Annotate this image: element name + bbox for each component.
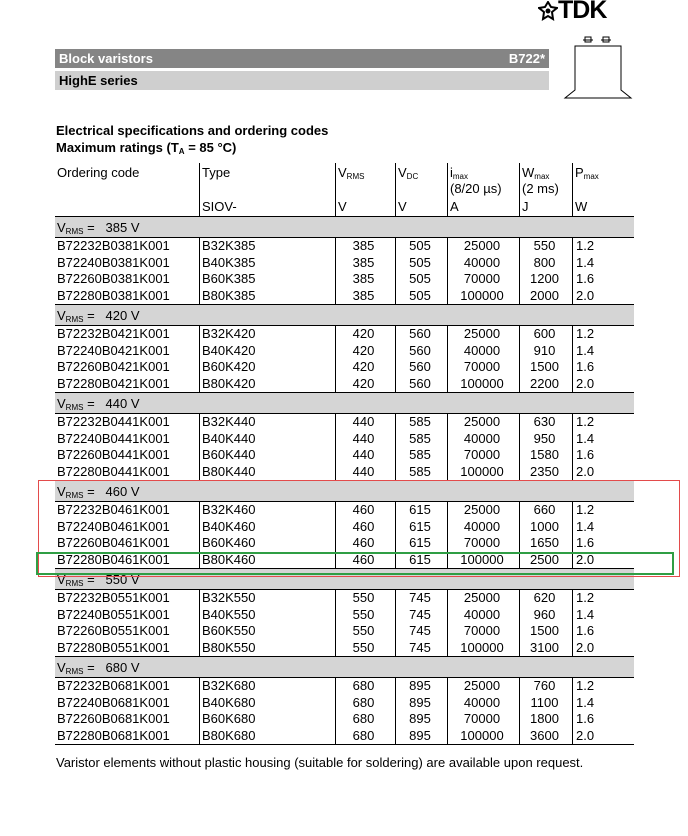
table-row: [55, 711, 634, 728]
col-ordering-code: Ordering code: [57, 165, 140, 180]
vdc-cell: 745: [409, 639, 431, 655]
type-cell: B80K680: [202, 727, 256, 743]
series-bar: [55, 71, 549, 90]
wmax-cell: 1500: [530, 359, 559, 374]
ordering-code-cell: B72240B0381K001: [57, 254, 170, 270]
pmax-cell: 1.6: [576, 623, 595, 638]
vrms-cell: 385: [352, 254, 375, 270]
ordering-code-cell: B72260B0681K001: [57, 711, 170, 726]
group-label: $V_{RMS}$ = 680 V: [57, 660, 140, 676]
imax-cell: 40000: [463, 430, 501, 446]
vdc-cell: 895: [409, 711, 431, 726]
imax-cell: 100000: [460, 727, 504, 743]
wmax-cell: 2350: [530, 463, 559, 479]
wmax-cell: 1000: [530, 518, 559, 534]
vrms-cell: 460: [352, 502, 375, 517]
type-cell: B60K680: [202, 711, 256, 726]
ordering-code-cell: B72280B0461K001: [57, 551, 170, 567]
type-cell: B60K440: [202, 447, 256, 462]
wmax-cell: 3600: [530, 727, 559, 743]
vdc-cell: 560: [409, 342, 431, 358]
vdc-cell: 745: [409, 590, 431, 605]
vrms-cell: 385: [352, 238, 375, 253]
pmax-cell: 1.4: [576, 254, 595, 270]
imax-cell: 40000: [463, 342, 501, 358]
vrms-cell: 385: [352, 287, 375, 303]
imax-cell: 40000: [463, 606, 501, 622]
table-row: [55, 678, 634, 695]
pmax-cell: 1.6: [576, 711, 595, 726]
imax-cell: 100000: [460, 463, 504, 479]
table-row: [55, 447, 634, 464]
type-cell: B60K385: [202, 271, 256, 286]
pmax-cell: 2.0: [576, 463, 595, 479]
imax-cell: 40000: [463, 694, 501, 710]
imax-cell: 25000: [463, 502, 501, 517]
vrms-cell: 460: [352, 551, 375, 567]
group-label: $V_{RMS}$ = 440 V: [57, 396, 140, 412]
pmax-cell: 1.6: [576, 447, 595, 462]
vrms-cell: 420: [352, 342, 375, 358]
type-cell: B32K680: [202, 678, 256, 693]
pmax-cell: 1.6: [576, 359, 595, 374]
pmax-cell: 1.2: [576, 326, 595, 341]
vrms-cell: 420: [352, 326, 375, 341]
ordering-code-cell: B72280B0421K001: [57, 375, 170, 391]
type-cell: B80K550: [202, 639, 256, 655]
pmax-cell: 1.2: [576, 502, 595, 517]
type-cell: B60K420: [202, 359, 256, 374]
group-label: $V_{RMS}$ = 460 V: [57, 484, 140, 500]
group-label: $V_{RMS}$ = 385 V: [57, 220, 140, 236]
ordering-code-cell: B72240B0421K001: [57, 342, 170, 358]
group-header: [55, 657, 634, 678]
ordering-code-cell: B72232B0551K001: [57, 590, 170, 605]
vdc-cell: 615: [409, 535, 431, 550]
wmax-cell: 660: [533, 502, 556, 517]
type-cell: B60K460: [202, 535, 256, 550]
vrms-cell: 385: [352, 271, 375, 286]
wmax-cell: 800: [533, 254, 556, 270]
wmax-cell: 760: [533, 678, 556, 693]
pmax-cell: 1.6: [576, 271, 595, 286]
type-cell: B80K420: [202, 375, 256, 391]
vdc-cell: 615: [409, 551, 431, 567]
pmax-cell: 2.0: [576, 287, 595, 303]
table-row: [55, 271, 634, 288]
type-cell: B80K440: [202, 463, 256, 479]
table-row: [55, 288, 634, 306]
wmax-cell: 620: [533, 590, 556, 605]
vdc-cell: 585: [409, 463, 431, 479]
vdc-cell: 505: [409, 254, 431, 270]
imax-cell: 100000: [460, 375, 504, 391]
product-bar: [55, 49, 549, 68]
vdc-cell: 895: [409, 694, 431, 710]
spec-table: [55, 163, 634, 745]
vdc-cell: 615: [409, 502, 431, 517]
group-header: [55, 305, 634, 326]
wmax-cell: 910: [533, 342, 556, 358]
ordering-code-cell: B72260B0421K001: [57, 359, 170, 374]
vrms-cell: 420: [352, 375, 375, 391]
ordering-code-cell: B72232B0681K001: [57, 678, 170, 693]
imax-cell: 70000: [463, 271, 501, 286]
imax-cell: 70000: [463, 623, 501, 638]
ordering-code-cell: B72260B0551K001: [57, 623, 170, 638]
vrms-cell: 440: [352, 447, 375, 462]
wmax-cell: 1100: [530, 694, 559, 710]
ordering-code-cell: B72260B0461K001: [57, 535, 170, 550]
type-cell: B80K460: [202, 551, 256, 567]
pmax-cell: 2.0: [576, 727, 595, 743]
pmax-cell: 1.6: [576, 535, 595, 550]
table-header: Ordering code Type SIOV- $V_{RMS}$ V $V_{DC}$ V $i_{max}$ (8/20 µs) A $W_{max}$ (2 ms) J $P_{max}$ W: [55, 163, 634, 217]
vdc-cell: 505: [409, 238, 431, 253]
type-cell: B32K550: [202, 590, 256, 605]
wmax-cell: 1580: [530, 447, 559, 462]
pmax-cell: 1.4: [576, 430, 595, 446]
table-row: [55, 414, 634, 431]
table-row: [55, 359, 634, 376]
table-row: [55, 326, 634, 343]
ordering-code-cell: B72240B0681K001: [57, 694, 170, 710]
ordering-code-cell: B72232B0421K001: [57, 326, 170, 341]
group-header: [55, 393, 634, 414]
imax-cell: 100000: [460, 639, 504, 655]
wmax-cell: 960: [533, 606, 556, 622]
vrms-cell: 550: [352, 606, 375, 622]
imax-cell: 25000: [463, 678, 501, 693]
product-title: Block varistors: [59, 51, 153, 66]
wmax-cell: 2000: [530, 287, 559, 303]
type-cell: B40K420: [202, 342, 256, 358]
footnote: Varistor elements without plastic housing (suitable for soldering) are available upon request.: [56, 755, 584, 770]
vdc-cell: 560: [409, 375, 431, 391]
section-title: Electrical specifications and ordering codes: [56, 123, 329, 138]
type-cell: B32K440: [202, 414, 256, 429]
vrms-cell: 420: [352, 359, 375, 374]
wmax-cell: 3100: [530, 639, 559, 655]
wmax-cell: 2200: [530, 375, 559, 391]
varistor-drawing-icon: [563, 34, 633, 104]
imax-cell: 25000: [463, 326, 501, 341]
vrms-cell: 680: [352, 711, 375, 726]
vrms-cell: 440: [352, 430, 375, 446]
vdc-cell: 505: [409, 271, 431, 286]
type-cell: B40K385: [202, 254, 256, 270]
group-label: $V_{RMS}$ = 550 V: [57, 572, 140, 588]
type-cell: B80K385: [202, 287, 256, 303]
vdc-cell: 560: [409, 359, 431, 374]
vdc-cell: 505: [409, 287, 431, 303]
table-row: [55, 728, 634, 746]
vdc-cell: 895: [409, 727, 431, 743]
imax-cell: 70000: [463, 535, 501, 550]
product-code: B722*: [508, 51, 545, 66]
type-cell: B40K550: [202, 606, 256, 622]
table-row: [55, 238, 634, 255]
vdc-cell: 585: [409, 430, 431, 446]
vdc-cell: 745: [409, 606, 431, 622]
ordering-code-cell: B72240B0551K001: [57, 606, 170, 622]
pmax-cell: 1.4: [576, 694, 595, 710]
type-cell: B60K550: [202, 623, 256, 638]
vrms-cell: 440: [352, 414, 375, 429]
table-row: [55, 343, 634, 360]
type-cell: B32K460: [202, 502, 256, 517]
tdk-logo: [538, 0, 634, 22]
pmax-cell: 1.2: [576, 238, 595, 253]
imax-cell: 25000: [463, 414, 501, 429]
tdk-logo-icon: [538, 1, 558, 21]
pmax-cell: 2.0: [576, 375, 595, 391]
vrms-cell: 460: [352, 535, 375, 550]
table-row: [55, 623, 634, 640]
type-cell: B40K440: [202, 430, 256, 446]
vrms-cell: 550: [352, 639, 375, 655]
ordering-code-cell: B72260B0381K001: [57, 271, 170, 286]
ordering-code-cell: B72232B0381K001: [57, 238, 170, 253]
series-title: HighE series: [59, 73, 138, 88]
vdc-cell: 560: [409, 326, 431, 341]
vdc-cell: 745: [409, 623, 431, 638]
table-row: [55, 590, 634, 607]
pmax-cell: 2.0: [576, 551, 595, 567]
group-label: $V_{RMS}$ = 420 V: [57, 308, 140, 324]
vdc-cell: 585: [409, 447, 431, 462]
type-cell: B32K420: [202, 326, 256, 341]
imax-cell: 25000: [463, 238, 501, 253]
table-row: [55, 640, 634, 658]
vrms-cell: 460: [352, 518, 375, 534]
vdc-cell: 615: [409, 518, 431, 534]
vrms-cell: 680: [352, 694, 375, 710]
ordering-code-cell: B72240B0441K001: [57, 430, 170, 446]
pmax-cell: 1.4: [576, 518, 595, 534]
vrms-cell: 680: [352, 678, 375, 693]
imax-cell: 100000: [460, 551, 504, 567]
highlight-row-box: [36, 552, 674, 575]
ordering-code-cell: B72280B0441K001: [57, 463, 170, 479]
table-row: [55, 464, 634, 482]
ordering-code-cell: B72280B0551K001: [57, 639, 170, 655]
type-cell: B32K385: [202, 238, 256, 253]
ordering-code-cell: B72260B0441K001: [57, 447, 170, 462]
table-row: [55, 607, 634, 624]
table-row: [55, 255, 634, 272]
imax-cell: 70000: [463, 447, 501, 462]
vrms-cell: 550: [352, 590, 375, 605]
vrms-cell: 550: [352, 623, 375, 638]
type-cell: B40K680: [202, 694, 256, 710]
vrms-cell: 680: [352, 727, 375, 743]
imax-cell: 25000: [463, 590, 501, 605]
ordering-code-cell: B72280B0381K001: [57, 287, 170, 303]
pmax-cell: 2.0: [576, 639, 595, 655]
imax-cell: 40000: [463, 254, 501, 270]
wmax-cell: 1800: [530, 711, 559, 726]
wmax-cell: 630: [533, 414, 556, 429]
wmax-cell: 1200: [530, 271, 559, 286]
wmax-cell: 550: [533, 238, 556, 253]
ordering-code-cell: B72232B0461K001: [57, 502, 170, 517]
vrms-cell: 440: [352, 463, 375, 479]
vdc-cell: 895: [409, 678, 431, 693]
section-subtitle: Maximum ratings ($T_A = 85$ °C): [56, 140, 237, 156]
imax-cell: 70000: [463, 711, 501, 726]
imax-cell: 40000: [463, 518, 501, 534]
type-cell: B40K460: [202, 518, 256, 534]
vdc-cell: 585: [409, 414, 431, 429]
wmax-cell: 1650: [530, 535, 559, 550]
wmax-cell: 950: [533, 430, 556, 446]
pmax-cell: 1.4: [576, 606, 595, 622]
wmax-cell: 600: [533, 326, 556, 341]
wmax-cell: 1500: [530, 623, 559, 638]
pmax-cell: 1.4: [576, 342, 595, 358]
pmax-cell: 1.2: [576, 590, 595, 605]
table-row: [55, 431, 634, 448]
wmax-cell: 2500: [530, 551, 559, 567]
pmax-cell: 1.2: [576, 414, 595, 429]
group-header: [55, 217, 634, 238]
logo-text: TDK: [558, 0, 607, 24]
imax-cell: 100000: [460, 287, 504, 303]
pmax-cell: 1.2: [576, 678, 595, 693]
table-row: [55, 376, 634, 394]
ordering-code-cell: B72232B0441K001: [57, 414, 170, 429]
ordering-code-cell: B72240B0461K001: [57, 518, 170, 534]
table-row: [55, 695, 634, 712]
ordering-code-cell: B72280B0681K001: [57, 727, 170, 743]
imax-cell: 70000: [463, 359, 501, 374]
